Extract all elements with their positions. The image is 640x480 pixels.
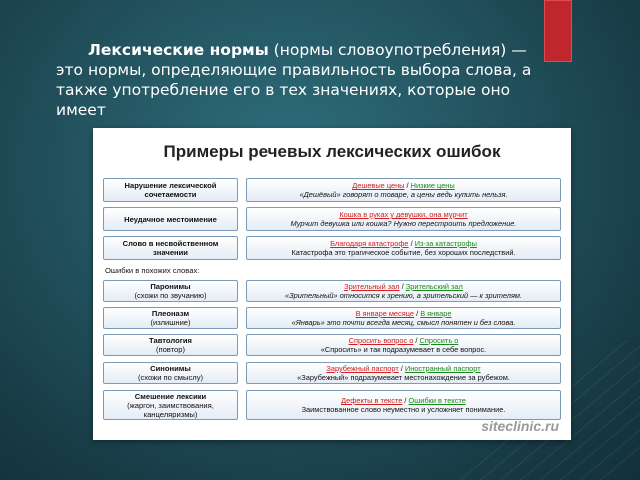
error-type-box xyxy=(103,178,238,202)
error-type-label: Смешение лексики xyxy=(134,391,207,401)
error-row xyxy=(103,307,561,329)
error-explanation: «Дешёвый» говорят о товаре, а цены ведь купить нельзя. xyxy=(299,190,508,199)
error-example-box xyxy=(246,207,561,231)
correct-usage: Ошибки в тексте xyxy=(408,396,466,405)
error-row xyxy=(103,178,561,202)
error-example-box: Зарубежный паспорт / Иностранный паспорт «Зарубежный» подразумевает местонахождение за рубежом. xyxy=(246,362,561,384)
wrong-usage: Кошка в руках у девушки, она мурчит xyxy=(339,210,468,219)
error-type-label: Слово в несвойственном xyxy=(122,239,219,248)
wrong-usage: Дешевые цены xyxy=(352,181,405,190)
correct-usage: Низкие цены xyxy=(410,181,455,190)
error-type-sublabel: канцеляризмы) xyxy=(143,409,198,419)
error-explanation: «Зрительный» относится к зрению, а зрительский — к зрителям. xyxy=(284,291,523,300)
wrong-usage: Спросить вопрос о xyxy=(348,336,414,345)
error-explanation: «Январь» это почти всегда месяц, смысл понятен и без слова. xyxy=(291,318,516,327)
wrong-usage: В январе месяце xyxy=(355,309,415,318)
intro-paragraph xyxy=(56,40,536,120)
error-example-box: Зрительный зал / Зрительский зал «Зрительный» относится к зрению, а зрительский — к зрителям. xyxy=(246,280,561,302)
error-type-sublabel: значении xyxy=(153,248,188,257)
error-row xyxy=(103,334,561,356)
error-type-box xyxy=(103,334,238,356)
error-row xyxy=(103,362,561,384)
error-type-sublabel: (схожи по смыслу) xyxy=(137,373,204,382)
error-example-box: Спросить вопрос о / Спросить о «Спросить» и так подразумевает в себе вопрос. xyxy=(246,334,561,356)
error-example-box: В январе месяце / В январе «Январь» это почти всегда месяц, смысл понятен и без слова. xyxy=(246,307,561,329)
error-explanation: Заимствованное слово неуместно и усложняет понимание. xyxy=(301,405,506,414)
error-type-box xyxy=(103,280,238,302)
error-row xyxy=(103,280,561,302)
section-label: Ошибки в похожих словах: xyxy=(105,266,200,275)
correct-usage: Зрительский зал xyxy=(405,282,463,291)
wrong-usage: Зрительный зал xyxy=(344,282,400,291)
error-type-label: Плеоназм xyxy=(151,309,190,318)
error-example-box: Благодаря катастрофе / Из-за катастрофы Катастрофа это трагическое событие, без хороших последствий. xyxy=(246,236,561,260)
error-row xyxy=(103,390,561,420)
intro-term: Лексические нормы xyxy=(88,41,269,59)
source-watermark: siteclinic.ru xyxy=(481,418,559,434)
error-type-box xyxy=(103,362,238,384)
error-explanation: Катастрофа это трагическое событие, без хороших последствий. xyxy=(291,248,516,257)
correct-usage: Из-за катастрофы xyxy=(414,239,477,248)
error-type-label: Паронимы xyxy=(150,282,191,291)
error-row xyxy=(103,207,561,231)
error-explanation: «Зарубежный» подразумевает местонахождение за рубежом. xyxy=(297,373,510,382)
error-example-box: Дефекты в тексте / Ошибки в тексте Заимствованное слово неуместно и усложняет понимание. xyxy=(246,390,561,420)
correct-usage: Спросить о xyxy=(419,336,459,345)
wrong-usage: Благодаря катастрофе xyxy=(330,239,409,248)
error-type-label: Синонимы xyxy=(150,364,191,373)
error-type-box xyxy=(103,207,238,231)
error-type-sublabel: (жаргон, заимствования, xyxy=(127,400,214,410)
error-type-sublabel: сочетаемости xyxy=(144,190,197,199)
error-type-label: Неудачное местоимение xyxy=(124,214,217,224)
wrong-usage: Дефекты в тексте xyxy=(341,396,403,405)
error-row xyxy=(103,236,561,260)
correct-usage: В январе xyxy=(420,309,452,318)
error-type-sublabel: (излишние) xyxy=(150,318,191,327)
error-type-label: Тавтология xyxy=(149,336,192,345)
red-accent-bar xyxy=(544,0,572,62)
error-example-box: Дешевые цены / Низкие цены «Дешёвый» говорят о товаре, а цены ведь купить нельзя. xyxy=(246,178,561,202)
correct-usage: Иностранный паспорт xyxy=(404,364,481,373)
error-type-box xyxy=(103,307,238,329)
intro-definition: (нормы словоупотребления) — это нормы, определяющие правильность выбора слова, а также употребление его в тех значениях, которые оно имеет xyxy=(56,41,532,119)
wrong-usage: Зарубежный паспорт xyxy=(326,364,399,373)
error-type-box xyxy=(103,236,238,260)
error-type-sublabel: (повтор) xyxy=(155,345,186,354)
error-type-label: Нарушение лексической xyxy=(124,181,217,190)
card-title: Примеры речевых лексических ошибок xyxy=(163,142,501,161)
error-explanation: Мурчит девушка или кошка? Нужно перестроить предложение. xyxy=(290,219,517,228)
error-type-sublabel: (схожи по звучанию) xyxy=(134,291,207,300)
error-type-box xyxy=(103,390,238,420)
lexical-errors-image xyxy=(93,128,571,440)
error-explanation: «Спросить» и так подразумевает в себе вопрос. xyxy=(320,345,487,354)
